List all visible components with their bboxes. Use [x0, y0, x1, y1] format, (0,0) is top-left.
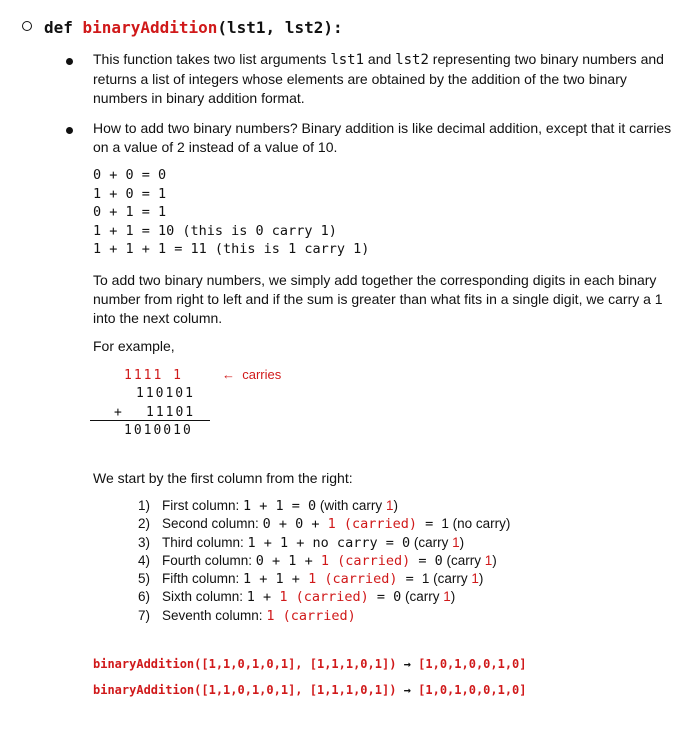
step-item: 3) Third column: 1 + 1 + no carry = 0 (carry 1) [138, 534, 465, 551]
carry-digits: 1111 1 [124, 368, 183, 383]
sum-divider [90, 420, 210, 421]
function-args: (lst1, lst2): [217, 18, 343, 37]
carries-annotation [222, 367, 281, 382]
addend-row-2: 11101 [146, 405, 196, 420]
call-expression: binaryAddition([1,1,0,1,0,1], [1,1,1,0,1]) [93, 657, 397, 671]
column-steps-list [138, 497, 510, 625]
desc-text-2: and [364, 51, 396, 67]
left-arrow-icon: ← [222, 367, 235, 382]
truth-row: 1 + 1 + 1 = 11 (this is 1 carry 1) [93, 241, 370, 257]
example-call [93, 657, 527, 671]
truth-row: 0 + 0 = 0 [93, 167, 167, 183]
param-lst2: lst2 [395, 52, 429, 68]
bullet-icon [66, 58, 73, 65]
carries-label: carries [242, 367, 282, 382]
method-paragraph: To add two binary numbers, we simply add together the corresponding digits in each binary number from right to left and if the sum is greater than what fits in a single digit, we carry a 1 into the next column. [93, 272, 663, 326]
call-result: [1,0,1,0,0,1,0] [418, 657, 527, 671]
example-call [93, 683, 527, 697]
step-item: 2) Second column: 0 + 0 + 1 (carried) = 1 (no carry) [138, 516, 511, 533]
right-arrow-icon: → [403, 657, 411, 671]
step-item: 7) Seventh column: 1 (carried) [138, 607, 356, 624]
call-expression: binaryAddition([1,1,0,1,0,1], [1,1,1,0,1]) [93, 683, 397, 697]
right-arrow-icon: → [403, 683, 411, 697]
start-paragraph: We start by the first column from the right: [93, 470, 353, 486]
step-item: 5) Fifth column: 1 + 1 + 1 (carried) = 1 (carry 1) [138, 571, 484, 588]
step-item: 4) Fourth column: 0 + 1 + 1 (carried) = 0 (carry 1) [138, 552, 497, 569]
bullet-icon [66, 127, 73, 134]
function-name: binaryAddition [82, 18, 218, 37]
truth-row: 0 + 1 = 1 [93, 204, 167, 220]
description-paragraph [93, 50, 683, 108]
desc-text-3: representing two binary numbers and returns a list of integers whose elements are obtained by the addition of the two binary numbers in binary addition format. [93, 51, 664, 106]
truth-row: 1 + 1 = 10 (this is 0 carry 1) [93, 222, 337, 239]
step-item: 1) First column: 1 + 1 = 0 (with carry 1) [138, 498, 398, 514]
truth-row: 1 + 0 = 1 [93, 185, 167, 202]
param-lst1: lst1 [330, 52, 365, 68]
addend-row-1: 110101 [136, 386, 195, 401]
function-heading [22, 18, 343, 37]
desc-text-1: This function takes two list arguments [93, 51, 331, 67]
how-to-paragraph: How to add two binary numbers? Binary addition is like decimal addition, except that it carries on a value of 2 instead of a value of 10. [93, 120, 672, 155]
def-keyword: def [44, 18, 83, 37]
call-result: [1,0,1,0,0,1,0] [418, 683, 527, 697]
step-item: 6) Sixth column: 1 + 1 (carried) = 0 (carry 1) [138, 589, 456, 606]
binary-truth-table [93, 166, 369, 259]
circle-bullet-icon [22, 21, 32, 31]
sum-row: 1010010 [124, 423, 193, 438]
plus-sign: + [114, 405, 124, 420]
for-example-label: For example, [93, 338, 175, 354]
